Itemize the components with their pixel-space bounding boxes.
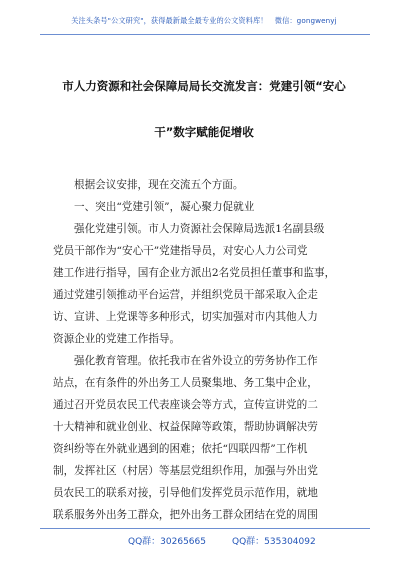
footer-qq-group-2: QQ群：535304092 bbox=[232, 537, 316, 547]
body-line: 制，发挥社区（村居）等基层党组织作用，加强与外出党 bbox=[53, 465, 318, 477]
body-line: 强化教育管理。依托我市在省外设立的劳务协作工作 bbox=[74, 355, 318, 367]
section-heading: 一、突出“党建引领”，凝心聚力促就业 bbox=[74, 201, 255, 213]
body-line: 通过党建引领推动平台运营，并组织党员干部采取入企走 bbox=[53, 289, 318, 301]
footer-divider bbox=[40, 528, 370, 529]
header-banner: 关注头条号"公文研究"，获得最新最全最专业的公文资料库！ 微信：gongwenyj bbox=[71, 16, 337, 25]
document-title-line-1: 市人力资源和社会保障局局长交流发言：党建引领“安心 bbox=[62, 79, 346, 93]
body-line: 根据会议安排，现在交流五个方面。 bbox=[74, 179, 244, 191]
body-line: 资源企业的党建工作指导。 bbox=[53, 333, 181, 345]
body-line: 十大精神和就业创业、权益保障等政策，帮助协调解决劳 bbox=[53, 421, 318, 433]
body-line: 员农民工的联系对接，引导他们发挥党员示范作用，就地 bbox=[53, 487, 318, 499]
body-line: 访、宣讲、上党课等多种形式，切实加强对市内其他人力 bbox=[53, 311, 318, 323]
body-line: 联系服务外出务工群众，把外出务工群众团结在党的周围 bbox=[53, 509, 318, 521]
body-line: 通过召开党员农民工代表座谈会等方式，宣传宣讲党的二 bbox=[53, 399, 318, 411]
body-line: 强化党建引领。市人力资源社会保障局选派1名副县级 bbox=[74, 223, 325, 235]
body-line: 党员干部作为“安心干”党建指导员，对安心人力公司党 bbox=[53, 245, 308, 257]
body-line: 资纠纷等在外就业遇到的困难；依托“四联四帮”工作机 bbox=[53, 443, 308, 455]
body-line: 建工作进行指导，国有企业方派出2名党员担任董事和监事， bbox=[53, 267, 336, 279]
footer-qq-group-1: QQ群：30265665 bbox=[128, 537, 206, 547]
header-divider bbox=[40, 34, 370, 35]
body-line: 站点，在有条件的外出务工人员聚集地、务工集中企业， bbox=[53, 377, 318, 389]
document-title-line-2: 干”数字赋能促增收 bbox=[154, 125, 254, 139]
